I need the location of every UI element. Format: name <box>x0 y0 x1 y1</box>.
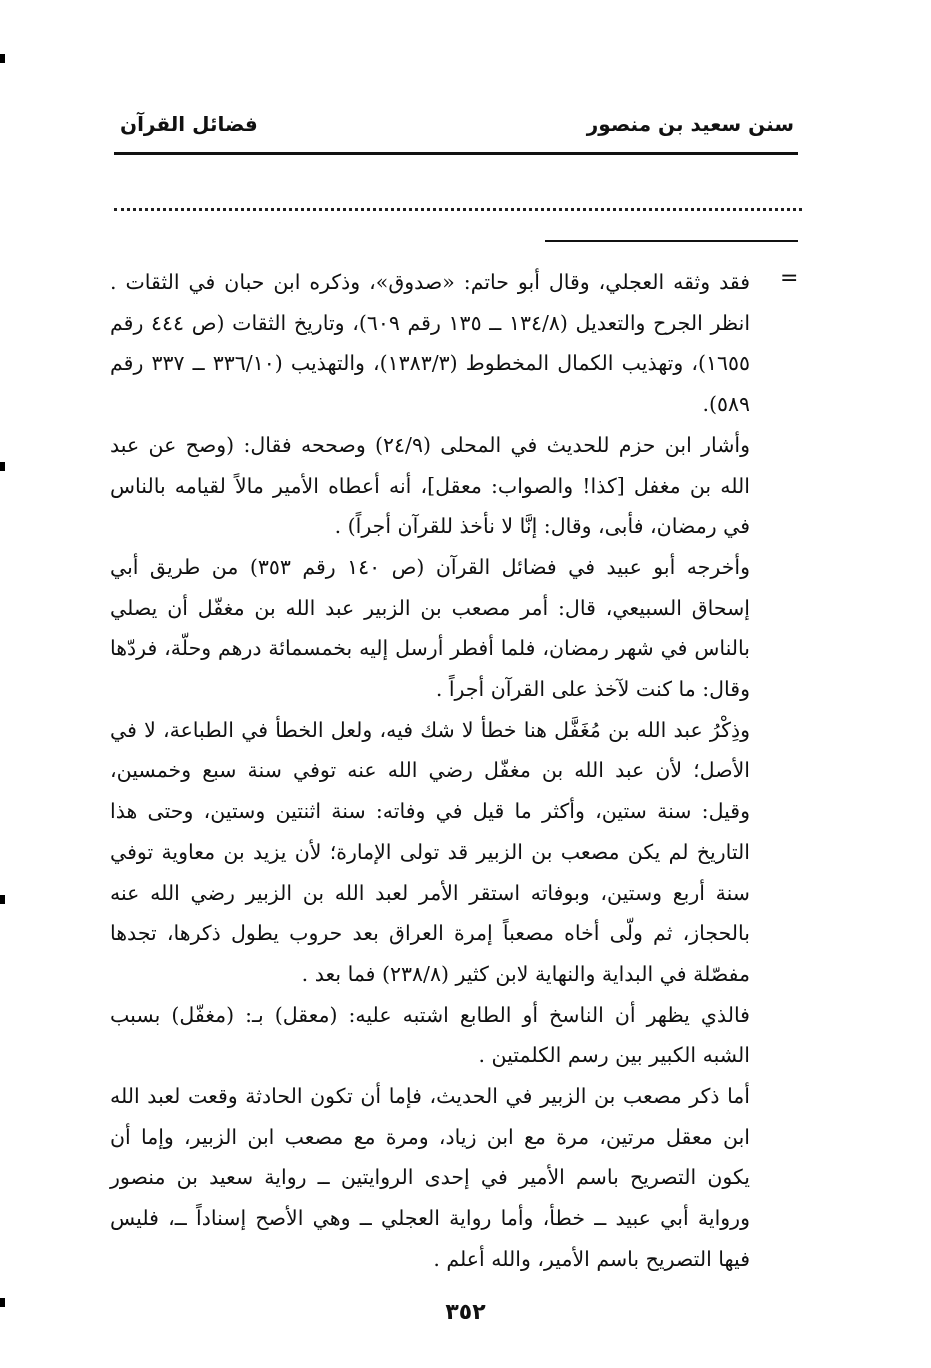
paragraph: وأخرجه أبو عبيد في فضائل القرآن (ص ١٤٠ رقم ٣٥٣) من طريق أبي إسحاق السبيعي، قال: أمر مصعب بن الزبير عبد الله بن مغفّل أن يصلي بالناس في شهر رمضان، فلما أفطر أرسل إليه بخمسمائة درهم وحلّة، فردّها وقال: ما كنت لآخذ على القرآن أجراً . <box>110 554 750 702</box>
paragraph: وذِكْرُ عبد الله بن مُغَفَّل هنا خطأ لا شك فيه، ولعل الخطأ في الطباعة، لا في الأصل؛ لأن عبد الله بن مغفّل رضي الله عنه توفي سنة سبع وخمسين، وقيل: سنة ستين، وأكثر ما قيل في وفاته: سنة اثنتين وستين، وحتى هذا التاريخ لم يكن مصعب بن الزبير قد تولى الإمارة؛ لأن يزيد بن معاوية توفي سنة أربع وستين، وبوفاته استقر الأمر لعبد الله بن الزبير رضي الله عنه بالحجاز، ثم ولّى أخاه مصعباً إمرة العراق بعد حروب يطول ذكرها، تجدها مفصّلة في البداية والنهاية لابن كثير (٢٣٨/٨) فما بعد . <box>110 717 750 986</box>
chapter-title: فضائل القرآن <box>120 112 258 136</box>
paragraph: أما ذكر مصعب بن الزبير في الحديث، فإما أن تكون الحادثة وقعت لعبد الله ابن معقل مرتين، مرة مع ابن زياد، ومرة مع مصعب ابن الزبير، وإما أن يكون التصريح باسم الأمير في إحدى الروايتين ــ رواية سعيد بن منصور ورواية أبي عبيد ــ خطأ، وأما رواية العجلي ــ وهي الأصح إسناداً ــ، فليس فيها التصريح باسم الأمير، والله أعلم . <box>110 1084 750 1271</box>
continuation-mark: = <box>780 266 799 291</box>
paragraph: فالذي يظهر أن الناسخ أو الطابع اشتبه عليه: (معقل) بـ: (مغفّل) بسبب الشبه الكبير بين رسم الكلمتين . <box>110 1002 750 1068</box>
header-rule <box>114 152 798 155</box>
page-number: ٣٥٢ <box>445 1300 486 1325</box>
paragraph: وأشار ابن حزم للحديث في المحلى (٢٤/٩) وصححه فقال: (وصح عن عبد الله بن مغفل [كذا! والصواب: معقل]، أنه أعطاه الأمير مالاً لقيامه بالناس في رمضان، فأبى، وقال: إنَّا لا نأخذ للقرآن أجراً) . <box>110 432 750 539</box>
footnote-rule <box>545 240 798 242</box>
paragraph: فقد وثقه العجلي، وقال أبو حاتم: «صدوق»، وذكره ابن حبان في الثقات . انظر الجرح والتعديل (١٣٤/٨ ــ ١٣٥ رقم ٦٠٩)، وتاريخ الثقات (ص ٤٤٤ رقم ١٦٥٥)، وتهذيب الكمال المخطوط (١٣٨٣/٣)، والتهذيب (٣٣٦/١٠ ــ ٣٣٧ رقم ٥٨٩). <box>110 270 751 417</box>
dotted-separator <box>114 208 802 211</box>
scan-edge-mark <box>0 54 5 63</box>
scan-edge-mark <box>0 1298 5 1307</box>
scan-edge-mark <box>0 895 5 904</box>
running-header <box>112 112 798 142</box>
footnote-text <box>110 262 750 1280</box>
book-title: سنن سعيد بن منصور <box>586 112 794 136</box>
scan-edge-mark <box>0 462 5 471</box>
